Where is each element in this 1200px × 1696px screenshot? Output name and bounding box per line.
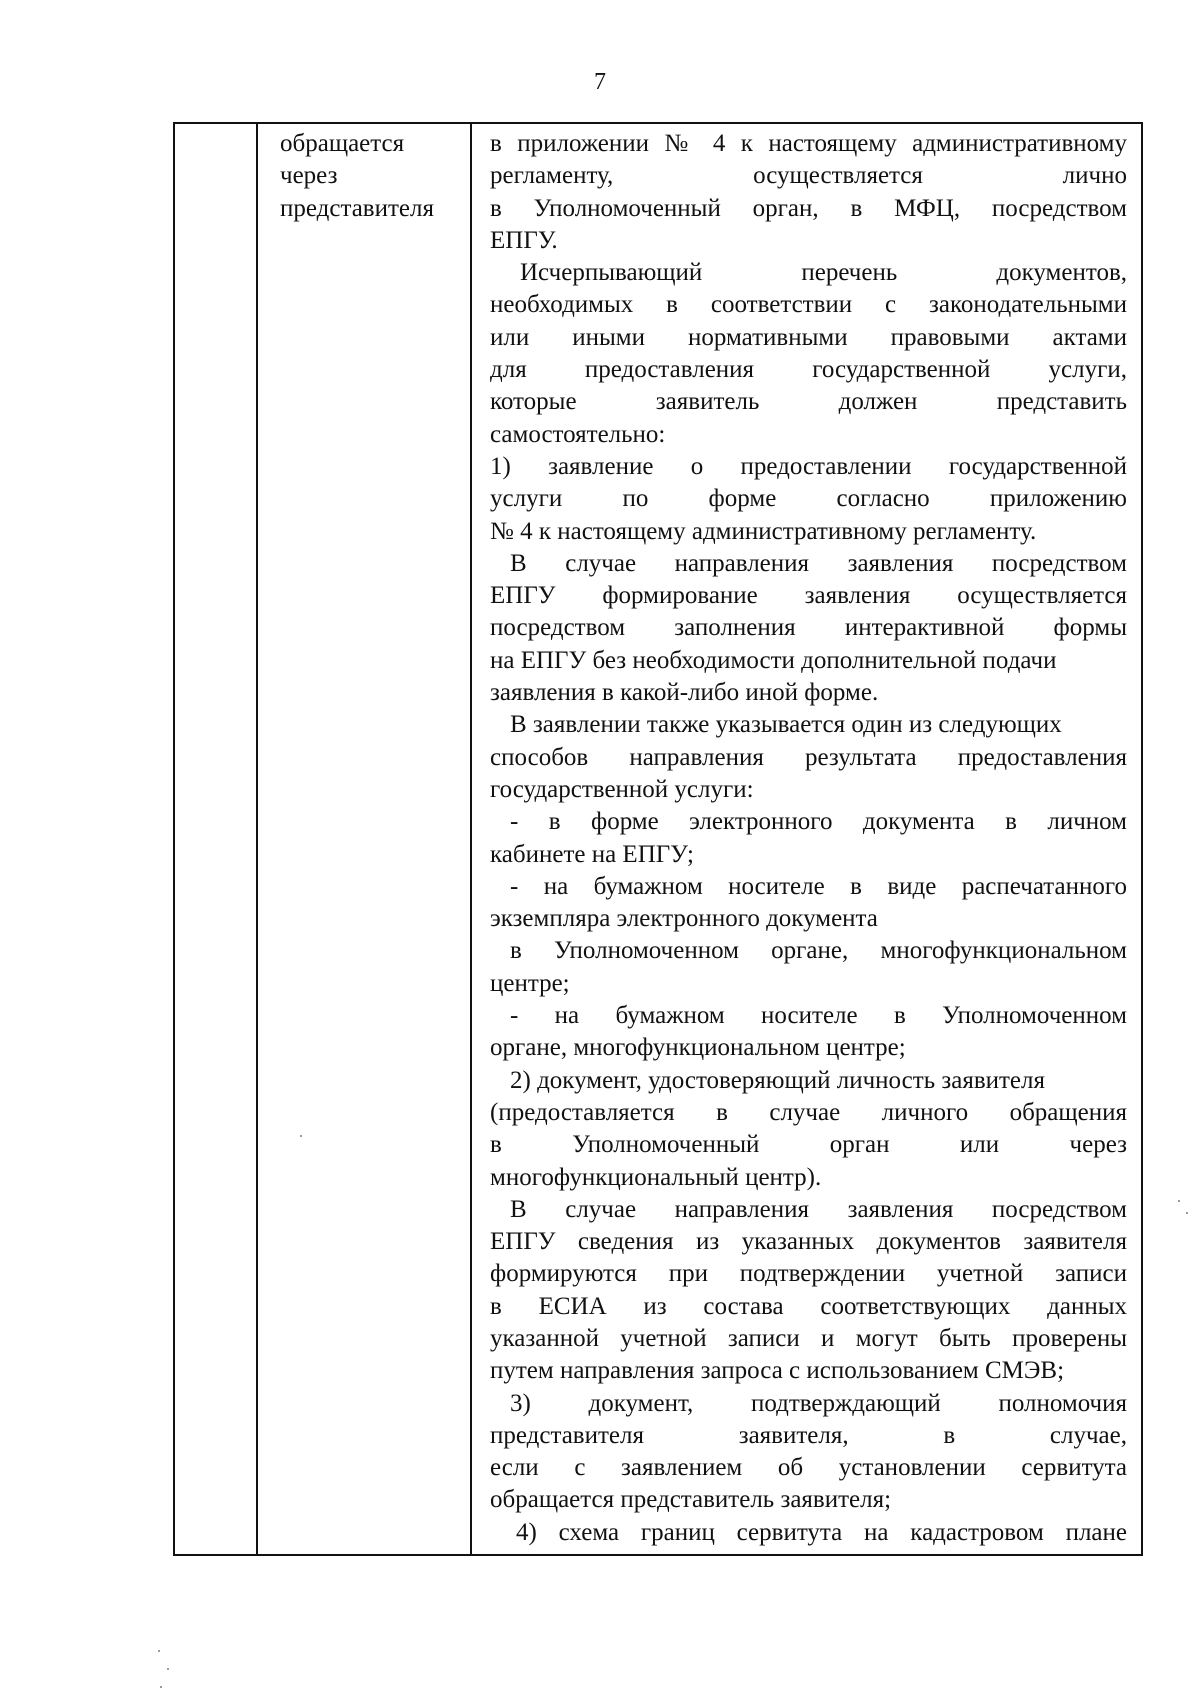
document-text-line: В случае направления заявления посредством: [510, 549, 1127, 577]
document-text-line: - на бумажном носителе в Уполномоченном: [510, 1002, 1127, 1030]
scan-artifact: [160, 1686, 162, 1688]
document-text-line: (предоставляется в случае личного обращения: [490, 1098, 1127, 1126]
document-text-line: необходимых в соответствии с законодательными: [490, 291, 1127, 319]
document-text-line: экземпляра электронного документа: [490, 905, 878, 933]
applicant-text-line: через: [280, 162, 338, 190]
document-text-line: формируются при подтверждении учетной записи: [490, 1260, 1127, 1288]
document-text-line: Исчерпывающий перечень документов,: [520, 259, 1127, 287]
document-text-line: самостоятельно:: [490, 420, 666, 448]
scan-artifact: [300, 1135, 302, 1137]
document-text-line: - в форме электронного документа в личном: [510, 808, 1127, 836]
document-text-line: многофункциональный центр).: [490, 1163, 822, 1191]
document-text-line: в приложении № 4 к настоящему административному: [490, 130, 1127, 157]
document-text-line: для предоставления государственной услуги,: [490, 356, 1127, 384]
document-text-line: представителя заявителя, в случае,: [490, 1421, 1127, 1449]
scan-artifact: [1178, 1200, 1180, 1202]
table-column-number: [175, 124, 258, 1554]
document-text-line: указанной учетной записи и могут быть проверены: [490, 1324, 1127, 1352]
document-text-line: в Уполномоченный орган или через: [490, 1131, 1127, 1159]
document-text-line: органе, многофункциональном центре;: [490, 1034, 906, 1062]
applicant-text-line: представителя: [280, 194, 434, 222]
document-text-line: 3) документ, подтверждающий полномочия: [510, 1389, 1127, 1417]
applicant-text-line: обращается: [280, 130, 405, 157]
document-text-line: которые заявитель должен представить: [490, 388, 1127, 416]
page-number: 7: [594, 69, 606, 95]
document-text-line: в Уполномоченном органе, многофункциональном: [510, 937, 1127, 965]
document-text-line: 2) документ, удостоверяющий личность заявителя: [510, 1066, 1045, 1094]
document-text-line: - на бумажном носителе в виде распечатанного: [510, 872, 1127, 900]
document-text-line: регламенту, осуществляется лично: [490, 162, 1127, 190]
scan-artifact: [1186, 1212, 1188, 1214]
document-text-line: обращается представитель заявителя;: [490, 1486, 892, 1514]
document-text-line: В случае направления заявления посредством: [510, 1195, 1127, 1223]
document-text-line: ЕПГУ сведения из указанных документов заявителя: [490, 1228, 1127, 1256]
document-text-line: центре;: [490, 969, 570, 997]
document-text-line: путем направления запроса с использованием СМЭВ;: [490, 1357, 1065, 1385]
document-text-line: 1) заявление о предоставлении государственной: [490, 452, 1127, 480]
document-text-line: в ЕСИА из состава соответствующих данных: [490, 1292, 1127, 1320]
document-text-line: № 4 к настоящему административному регламенту.: [490, 517, 1037, 545]
document-text-line: ЕПГУ.: [490, 226, 558, 254]
table-column-applicant: [258, 124, 472, 1554]
scan-artifact: [158, 1650, 160, 1652]
document-text-line: если с заявлением об установлении сервитута: [490, 1454, 1127, 1482]
document-text-line: В заявлении также указывается один из следующих: [510, 711, 1062, 739]
document-text-line: или иными нормативными правовыми актами: [490, 323, 1127, 351]
table-column-documents: [472, 124, 1141, 1554]
document-text-line: способов направления результата предоставления: [490, 743, 1127, 771]
document-text-line: ЕПГУ формирование заявления осуществляется: [490, 582, 1127, 610]
document-text-line: услуги по форме согласно приложению: [490, 485, 1127, 513]
document-text-line: кабинете на ЕПГУ;: [490, 840, 694, 868]
document-text-line: 4) схема границ сервитута на кадастровом плане: [516, 1518, 1127, 1546]
document-text-line: в Уполномоченный орган, в МФЦ, посредством: [490, 194, 1127, 222]
document-text-line: на ЕПГУ без необходимости дополнительной подачи: [490, 646, 1057, 674]
document-text-line: посредством заполнения интерактивной формы: [490, 614, 1127, 642]
document-text-line: заявления в какой-либо иной форме.: [490, 679, 879, 707]
regulation-table: [173, 122, 1143, 1556]
scan-artifact: [167, 1668, 169, 1670]
document-text-line: государственной услуги:: [490, 775, 754, 803]
